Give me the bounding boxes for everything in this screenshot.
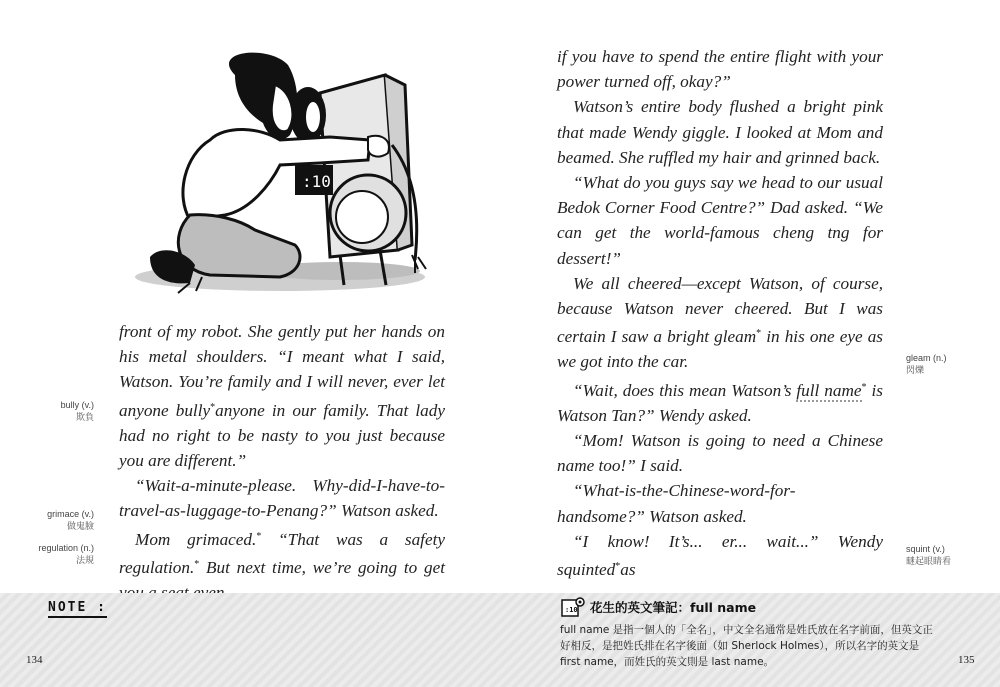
text-run: “That was a safety regulation. — [119, 529, 445, 577]
text-run: But next time, we’re going to get — [206, 557, 445, 577]
text-run: “I know! It’s... er... wait...” Wendy squinted — [557, 531, 883, 580]
paragraph — [557, 271, 883, 375]
glossary-translation: 欺負 — [75, 412, 94, 422]
text-run: in his one eye as we got into the car. — [557, 327, 883, 372]
glossary-bully — [61, 399, 94, 423]
text-run: is Watson Tan?” Wendy asked. — [557, 380, 883, 425]
text-run: “Wait, does this mean Watson’s — [573, 380, 797, 400]
note-label: NOTE : — [48, 600, 107, 618]
robot-notebook-icon — [560, 596, 586, 618]
right-page — [500, 0, 1000, 687]
svg-text::10: :10 — [565, 606, 578, 614]
text-run: as — [620, 560, 636, 580]
glossary-term: regulation (n.) — [38, 543, 94, 553]
paragraph — [119, 319, 445, 473]
note-body: full name 是指一個人的「全名」，中文全名通常是姓氏放在名字前面，但英文正好相反，是把姓氏排在名字後面（如 Sherlock Holmes），所以名字的英文是 first name，而姓氏的英文則是 last name。 — [560, 624, 933, 668]
paragraph: if you have to spend the entire flight with your power turned off, okay?” — [557, 47, 883, 92]
footnote-star: * — [256, 530, 262, 542]
footnote-star: * — [861, 381, 867, 393]
glossary-gleam — [906, 352, 947, 376]
footnote-star: * — [194, 558, 200, 570]
left-body-text — [119, 319, 445, 605]
footnote-star: * — [210, 401, 216, 413]
glossary-translation: 法規 — [75, 555, 94, 565]
text-run: Mom grimaced. — [135, 529, 257, 549]
page-number-left: 134 — [26, 654, 43, 666]
page-number-right: 135 — [958, 654, 975, 666]
glossary-squint — [906, 543, 951, 567]
paragraph: “What do you guys say we head to our usual Bedok Corner Food Centre?” Dad asked. “We can get the world-famous cheng tng for dessert!” — [557, 173, 883, 268]
glossary-term: grimace (v.) — [47, 509, 94, 519]
highlighted-term: full name — [796, 380, 862, 400]
english-note-box — [560, 596, 940, 670]
glossary-translation: 閃爍 — [906, 365, 925, 375]
glossary-translation: 瞇起眼睛看 — [906, 556, 952, 566]
note-title-row — [560, 596, 940, 618]
glossary-grimace — [47, 508, 94, 532]
text-run: anyone in our family. That lady had no right to be nasty to you just because you are different.” — [119, 400, 445, 471]
paragraph — [557, 529, 883, 582]
paragraph: “Wait-a-minute-please. Why-did-I-have-to-travel-as-luggage-to-Penang?” Watson asked. — [119, 476, 445, 521]
footnote-star: * — [615, 561, 621, 573]
glossary-regulation — [38, 542, 94, 566]
illustration-girl-hugging-robot — [130, 45, 440, 305]
paragraph — [557, 375, 883, 428]
text-run: We all cheered—except Watson, of course, because Watson never cheered. But I was certain I saw a bright gleam — [557, 273, 883, 347]
glossary-term: squint (v.) — [906, 544, 945, 554]
paragraph: “Mom! Watson is going to need a Chinese name too!” I said. — [557, 431, 883, 476]
glossary-translation: 做鬼臉 — [66, 521, 94, 531]
glossary-term: bully (v.) — [60, 400, 94, 410]
note-title: 花生的英文筆記：full name — [590, 600, 757, 615]
text-run: front of my robot. She gently put her hands on his metal shoulders. “I meant what I said, Watson. You’re family and I will never, ever let anyone bully — [119, 322, 445, 420]
glossary-term: gleam (n.) — [906, 353, 947, 363]
footnote-star: * — [756, 328, 762, 340]
paragraph: Watson’s entire body flushed a bright pink that made Wendy giggle. I looked at Mom and beamed. She ruffled my hair and grinned back. — [557, 97, 883, 167]
paragraph: “What-is-the-Chinese-word-for-handsome?” Watson asked. — [557, 481, 796, 526]
svg-text::10: :10 — [302, 172, 331, 191]
right-body-text — [557, 44, 883, 582]
